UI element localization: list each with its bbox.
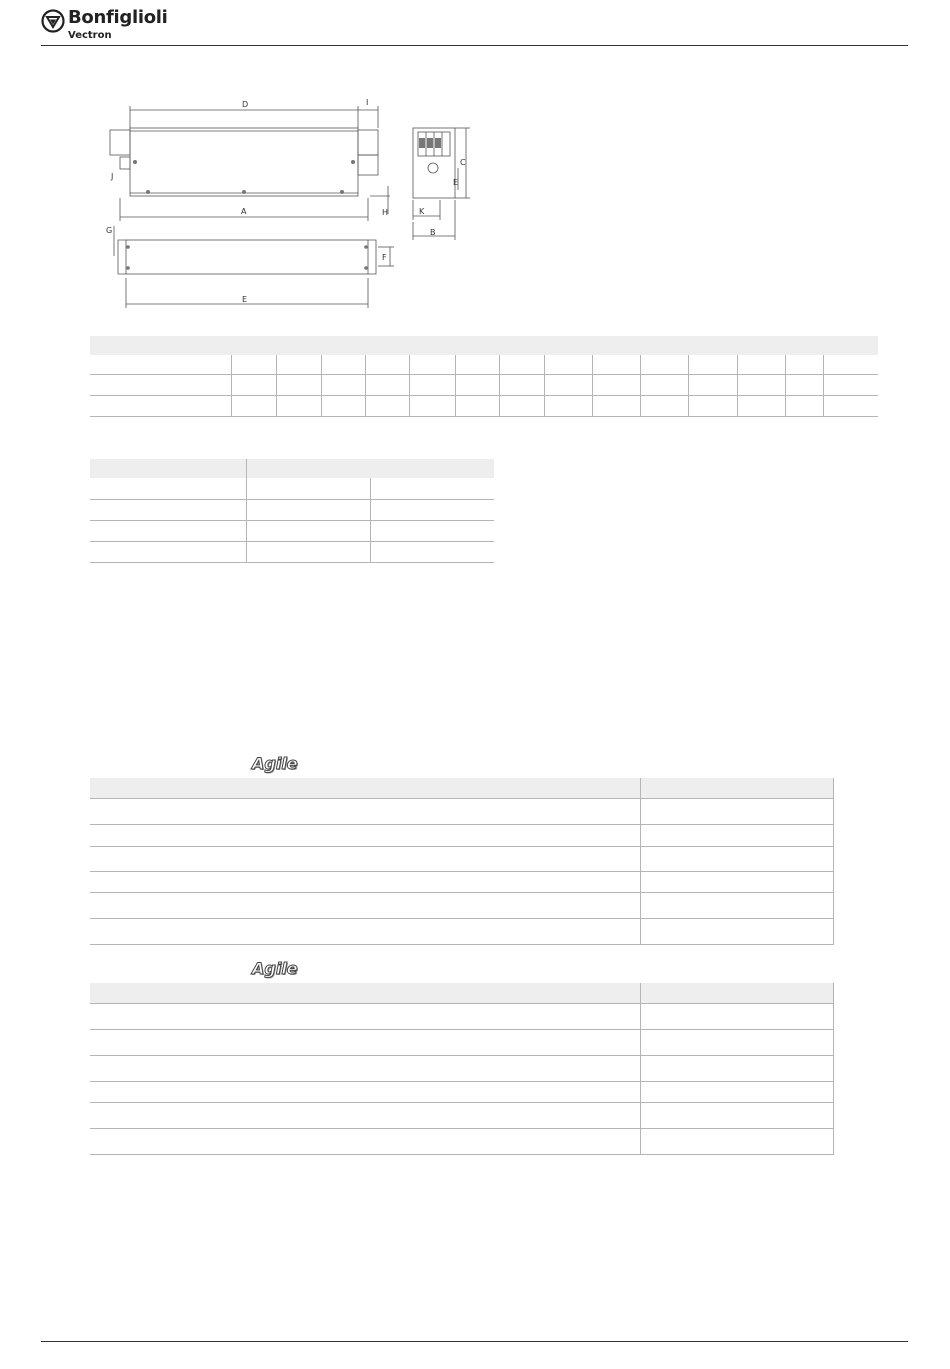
table-row-divider xyxy=(90,499,494,500)
section-title-agile: Agile xyxy=(252,959,298,978)
table-column-divider xyxy=(823,355,824,417)
dim-label-h: H xyxy=(382,208,389,217)
table-row-divider xyxy=(90,892,834,893)
dim-label-k: K xyxy=(419,207,425,216)
table-row-divider xyxy=(90,374,878,375)
filter-dimension-drawing xyxy=(100,90,480,315)
table-header-row xyxy=(90,778,834,798)
dim-label-e-bottom: E xyxy=(242,295,248,304)
table-row-divider xyxy=(90,798,834,799)
table-column-divider xyxy=(833,778,834,945)
table-row-divider xyxy=(90,824,834,825)
table-column-divider xyxy=(231,355,232,417)
table-column-divider xyxy=(246,459,247,563)
table-column-divider xyxy=(499,355,500,417)
dim-label-a: A xyxy=(241,207,247,216)
table-row-divider xyxy=(90,520,494,521)
table-row-divider xyxy=(90,871,834,872)
dim-label-c: C xyxy=(460,158,466,167)
header-divider xyxy=(41,45,908,46)
table-column-divider xyxy=(640,983,641,1155)
dim-label-d: D xyxy=(242,100,249,109)
dim-label-b: B xyxy=(430,228,436,237)
table-header-row xyxy=(90,336,878,355)
assignment-table xyxy=(90,778,834,946)
table-row-divider xyxy=(90,1081,834,1082)
table-column-divider xyxy=(688,355,689,417)
dim-label-f: F xyxy=(382,253,387,262)
assignment-table xyxy=(90,983,834,1155)
table-column-divider xyxy=(592,355,593,417)
table-row-divider xyxy=(90,1029,834,1030)
dim-label-j: J xyxy=(111,172,114,181)
table-row-divider xyxy=(90,1102,834,1103)
table-column-divider xyxy=(833,983,834,1155)
table-column-divider xyxy=(455,355,456,417)
dim-label-e-side: E xyxy=(453,178,459,187)
footer-divider xyxy=(41,1341,908,1342)
brand-name: Bonfiglioli xyxy=(68,7,168,28)
table-row-divider xyxy=(90,1003,834,1004)
table-column-divider xyxy=(276,355,277,417)
table-column-divider xyxy=(544,355,545,417)
table-column-divider xyxy=(370,478,371,563)
table-column-divider xyxy=(365,355,366,417)
table-row-divider xyxy=(90,562,494,563)
table-row-divider xyxy=(90,395,878,396)
table-header-row xyxy=(90,983,834,1003)
section-title-agile: Agile xyxy=(252,754,298,773)
table-column-divider xyxy=(737,355,738,417)
table-column-divider xyxy=(640,355,641,417)
table-row-divider xyxy=(90,918,834,919)
table-row-divider xyxy=(90,541,494,542)
table-row-divider xyxy=(90,1055,834,1056)
dim-label-i: I xyxy=(366,98,369,107)
table-row-divider xyxy=(90,1154,834,1155)
table-column-divider xyxy=(785,355,786,417)
dim-label-g: G xyxy=(106,226,113,235)
table-row-divider xyxy=(90,846,834,847)
table-header-row xyxy=(90,459,494,478)
table-column-divider xyxy=(321,355,322,417)
table-row-divider xyxy=(90,944,834,945)
dimension-table xyxy=(90,336,878,418)
table-column-divider xyxy=(640,778,641,945)
brand-sub-name: Vectron xyxy=(68,30,112,41)
bonfiglioli-logo-icon xyxy=(41,9,65,33)
table-row-divider xyxy=(90,416,878,417)
table-row-divider xyxy=(90,1128,834,1129)
table-column-divider xyxy=(409,355,410,417)
specification-table xyxy=(90,459,494,563)
